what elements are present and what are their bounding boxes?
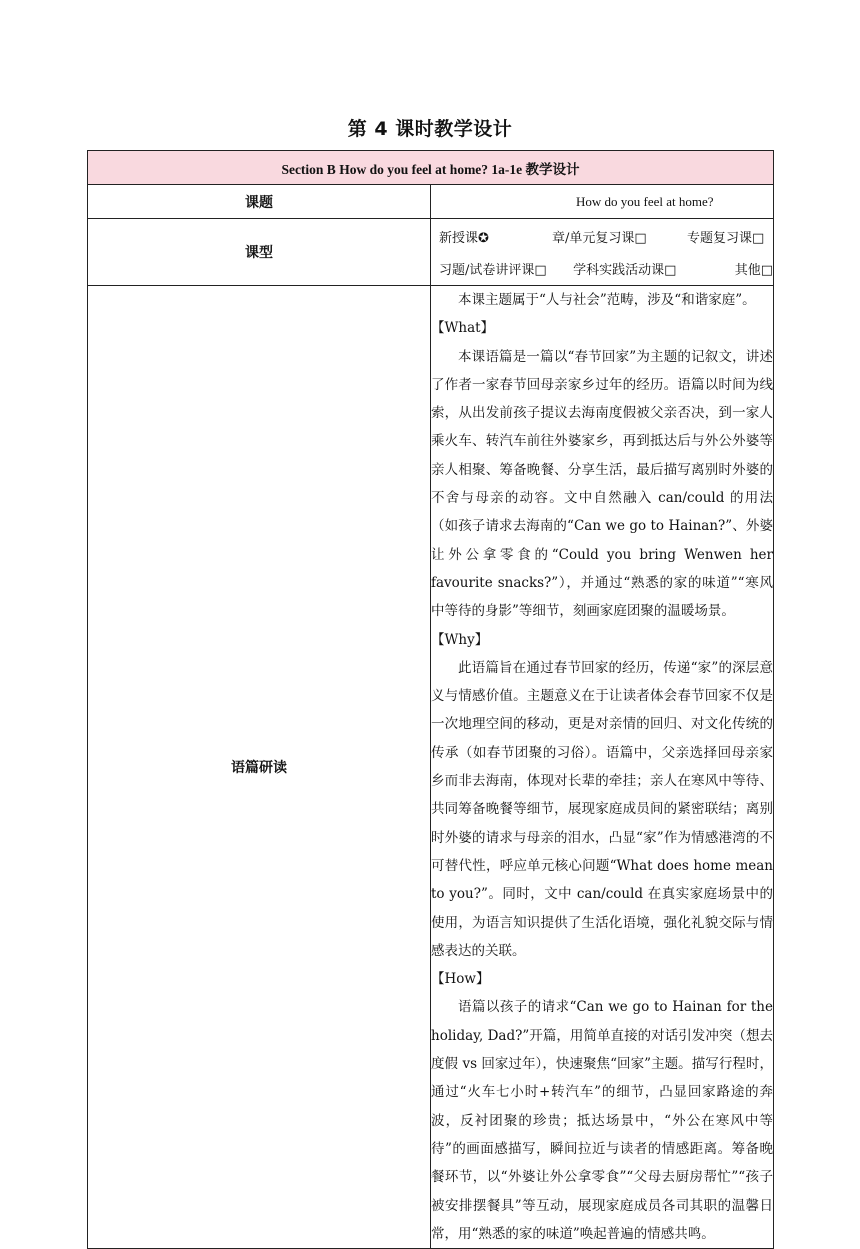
type-option-practice-activity: 学科实践活动课□: [573, 262, 677, 278]
type-label: 课型: [88, 219, 431, 286]
lesson-design-table: [87, 150, 774, 1249]
table-header-row: [88, 151, 774, 185]
how-heading: 【How】: [431, 971, 490, 988]
intro-paragraph: 本课主题属于“人与社会”范畴，涉及“和谐家庭”。: [458, 292, 756, 308]
what-paragraph: 本课语篇是一篇以“春节回家”为主题的记叙文，讲述了作者一家春节回母亲家乡过年的经历。语篇以时间为线索，从出发前孩子提议去海南度假被父亲否决，到一家人乘火车、转汽车前往外婆家乡，再到抵达后与外公外婆等亲人相聚、筹备晚餐、分享生活，最后描写离别时外婆的不舍与母亲的动容。文中自然融入 can/could 的用法（如孩子请求去海南的“Can we go to Hainan?”、外婆让外公拿零食的“Could you bring Wenwen her favourite snacks?”），并通过“熟悉的家的味道”“寒风中等待的身影”等细节，刻画家庭团聚的温暖场景。: [431, 348, 773, 620]
topic-row: [88, 185, 774, 219]
page-title: 第 4 课时教学设计: [347, 118, 513, 140]
reading-label: 语篇研读: [88, 286, 431, 1249]
what-heading: 【What】: [431, 320, 495, 337]
type-options-cell: [431, 219, 774, 286]
topic-value: How do you feel at home?: [576, 193, 714, 209]
topic-label: 课题: [88, 185, 431, 219]
type-row: [88, 219, 774, 286]
why-paragraph: 此语篇旨在通过春节回家的经历，传递“家”的深层意义与情感价值。主题意义在于让读者体会春节回家不仅是一次地理空间的移动，更是对亲情的回归、对文化传统的传承（如春节团聚的习俗）。语篇中，父亲选择回母亲家乡而非去海南，体现对长辈的牵挂；亲人在寒风中等待、共同筹备晚餐等细节，展现家庭成员间的紧密联结；离别时外婆的请求与母亲的泪水，凸显“家”作为情感港湾的不可替代性，呼应单元核心问题“What does home mean to you?”。同时，文中 can/could 在真实家庭场景中的使用，为语言知识提供了生活化语境，强化礼貌交际与情感表达的关联。: [431, 659, 773, 959]
type-options-row-1: [431, 220, 773, 252]
type-option-other: 其他□: [734, 262, 773, 278]
type-options-row-2: [431, 252, 773, 284]
type-option-new-lesson: 新授课✪: [439, 230, 489, 246]
why-heading: 【Why】: [431, 631, 489, 648]
type-option-topic-review: 专题复习课□: [687, 230, 765, 246]
table-header: Section B How do you feel at home? 1a-1e 教学设计: [88, 151, 774, 185]
type-option-exercise-review: 习题/试卷讲评课□: [439, 262, 547, 278]
reading-row: [88, 286, 774, 1249]
topic-value-cell: [431, 185, 774, 219]
reading-analysis-cell: [431, 286, 774, 1249]
type-option-unit-review: 章/单元复习课□: [552, 230, 647, 246]
how-paragraph: 语篇以孩子的请求“Can we go to Hainan for the holiday, Dad?”开篇，用简单直接的对话引发冲突（想去度假 vs 回家过年），快速聚焦“回家”主题。描写行程时，通过“火车七小时+转汽车”的细节，凸显回家路途的奔波，反衬团聚的珍贵；抵达场景中，“外公在寒风中等待”的画面感描写，瞬间拉近与读者的情感距离。筹备晚餐环节，以“外婆让外公拿零食”“父母去厨房帮忙”“孩子被安排摆餐具”等互动，展现家庭成员各司其职的温馨日常，用“熟悉的家的味道”唤起普遍的情感共鸣。: [431, 999, 773, 1242]
